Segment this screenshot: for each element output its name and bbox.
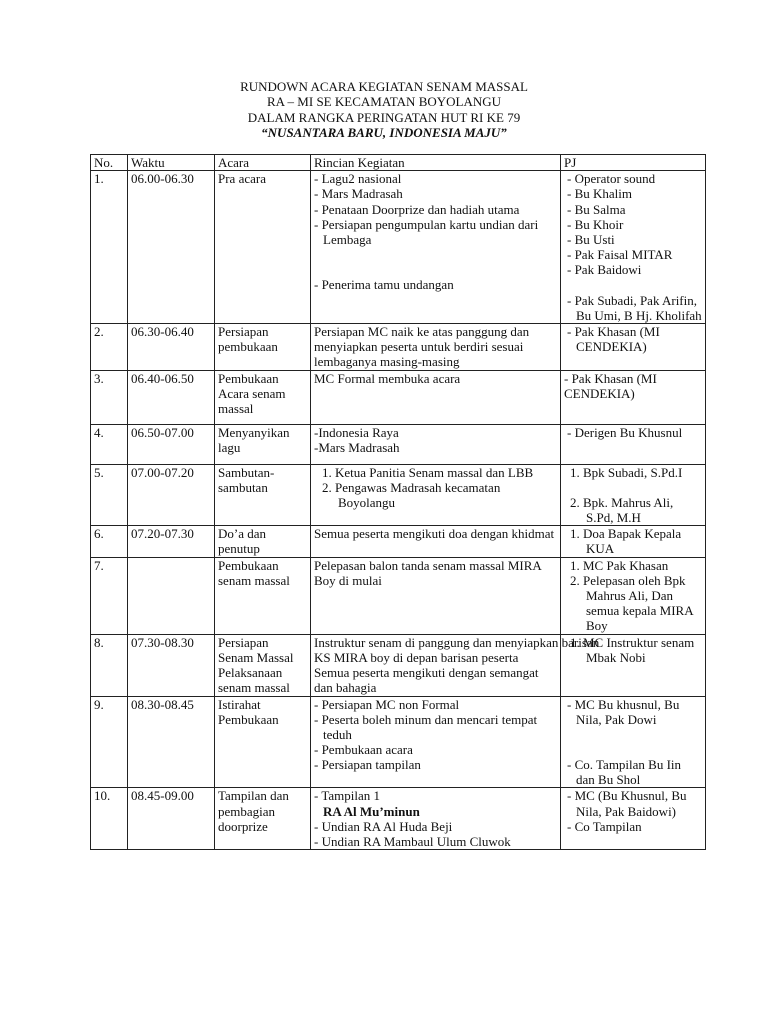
rincian-item: - Persiapan pengumpulan kartu undian dari Lembaga [314,216,539,248]
cell-rincian [311,788,561,850]
cell-acara: Persiapan Senam Massal Pelaksanaan senam massal [215,634,311,696]
pj-item: - Pak Khasan (MI CENDEKIA) [567,324,660,355]
rincian-item: KS MIRA boy di depan barisan peserta [314,649,519,665]
cell-pj [561,464,706,526]
cell-waktu: 06.00-06.30 [128,171,215,324]
table-row [91,526,706,557]
pj-item: - Co Tampilan [567,818,642,834]
title-line-2: RA – MI SE KECAMATAN BOYOLANGU [266,94,502,110]
spacer [564,480,702,495]
rincian-item: Persiapan MC naik ke atas panggung dan menyiapkan peserta untuk berdiri sesuai lembaganya masing-masing [314,324,530,370]
cell-rincian [311,634,600,696]
table-row [91,464,706,526]
table-row [91,370,706,425]
cell-acara [215,425,311,464]
table-row [91,634,706,696]
rincian-item: RA Al Mu’minun [323,803,420,819]
pj-item: - Pak Faisal MITAR [567,247,673,263]
cell-waktu [128,557,215,634]
cell-rincian [311,557,561,634]
rincian-item: - Undian RA Al Huda Beji [314,818,453,834]
cell-waktu: 06.30-06.40 [128,324,215,371]
pj-item: - Bu Khoir [567,216,624,232]
cell-pj [561,696,706,788]
cell-no: 6. [91,526,128,557]
title-motto: “NUSANTARA BARU, INDONESIA MAJU” [261,124,507,140]
rincian-item: 1. Ketua Panitia Senam massal dan LBB [322,464,534,480]
cell-pj [561,557,706,634]
header-rincian: Rincian Kegiatan [311,155,561,171]
rincian-item: - Peserta boleh minum dan mencari tempat teduh [314,711,538,742]
cell-rincian [311,370,561,425]
table-row [91,788,706,850]
cell-rincian [311,526,561,557]
cell-no: 2. [91,324,128,371]
cell-waktu: 07.30-08.30 [128,634,215,696]
cell-rincian [311,324,561,371]
acara-text: Pembukaan Acara senam massal [218,370,286,417]
cell-acara: Sambutan-sambutan [215,464,311,526]
pj-item: 2. Bpk. Mahrus Ali, S.Pd, M.H [570,494,674,526]
pj-item: - Bu Usti [567,232,615,248]
title-line-3: DALAM RANGKA PERINGATAN HUT RI KE 79 [247,109,521,125]
cell-no: 4. [91,425,128,464]
rincian-item: Semua peserta mengikuti doa dengan khidmat [314,526,555,542]
header-acara: Acara [215,155,311,171]
pj-item: - Pak Baidowi [567,262,642,278]
cell-pj [561,370,706,425]
header-no: No. [91,155,128,171]
spacer [218,456,307,464]
rincian-item: 2. Pengawas Madrasah kecamatan Boyolangu [322,479,501,511]
cell-rincian [311,171,561,324]
rincian-item: - Lagu2 nasional [314,171,402,187]
cell-acara: Istirahat Pembukaan [215,696,311,788]
pj-item: - Bu Khalim [567,186,632,202]
rincian-item: Pelepasan balon tanda senam massal MIRA Boy di mulai [314,557,542,588]
rincian-item: - Tampilan 1 [314,788,381,804]
cell-pj [561,171,706,324]
table-row [91,696,706,788]
rincian-item: - Mars Madrasah [314,186,403,202]
cell-waktu: 06.50-07.00 [128,425,215,464]
cell-waktu: 06.40-06.50 [128,370,215,425]
pj-item: 1. Bpk Subadi, S.Pd.I [570,464,683,480]
cell-rincian [311,464,561,526]
cell-rincian [311,425,561,464]
spacer [564,727,702,757]
cell-rincian [311,696,561,788]
cell-acara [215,370,311,425]
pj-item: - Pak Subadi, Pak Arifin, Bu Umi, B Hj. Kholifah [567,292,702,323]
cell-waktu: 07.20-07.30 [128,526,215,557]
rincian-item: -Mars Madrasah [314,440,400,456]
cell-pj [561,324,706,371]
cell-pj [561,634,706,696]
title-line-1: RUNDOWN ACARA KEGIATAN SENAM MASSAL [240,79,528,94]
acara-text: Menyanyikan lagu [218,425,290,456]
rincian-item: -Indonesia Raya [314,425,399,441]
rincian-item: - Persiapan MC non Formal [314,696,460,712]
pj-item: 1. MC Pak Khasan [570,557,669,573]
cell-acara: Persiapan pembukaan [215,324,311,371]
rincian-item: MC Formal membuka acara [314,370,461,386]
cell-acara: Tampilan dan pembagian doorprize [215,788,311,850]
spacer [314,247,557,277]
cell-pj [561,526,706,557]
table-row [91,425,706,464]
rincian-item: Instruktur senam di panggung dan menyiapkan barisan [314,634,600,650]
rincian-item: - Penerima tamu undangan [314,277,454,293]
cell-waktu: 08.30-08.45 [128,696,215,788]
pj-item: - Pak Khasan (MI CENDEKIA) [564,370,657,401]
rincian-item: - Persiapan tampilan [314,757,421,773]
pj-item: - Operator sound [567,171,656,187]
table-row [91,557,706,634]
cell-no: 10. [91,788,128,850]
pj-item: - Derigen Bu Khusnul [567,425,683,441]
cell-no: 8. [91,634,128,696]
rincian-item: - Penataan Doorprize dan hadiah utama [314,201,520,217]
cell-waktu: 08.45-09.00 [128,788,215,850]
cell-pj [561,425,706,464]
pj-item: - MC (Bu Khusnul, Bu Nila, Pak Baidowi) [567,788,687,819]
rundown-table [90,154,706,850]
cell-no: 1. [91,171,128,324]
cell-no: 5. [91,464,128,526]
pj-item: - Bu Salma [567,201,626,217]
header-pj: PJ [561,155,706,171]
pj-item: - Co. Tampilan Bu Iin dan Bu Shol [567,756,682,788]
table-row [91,171,706,324]
spacer [564,278,702,293]
cell-no: 3. [91,370,128,425]
cell-waktu: 07.00-07.20 [128,464,215,526]
pj-item: 1. MC Instruktur senam Mbak Nobi [570,634,695,665]
pj-item: 1. Doa Bapak Kepala KUA [570,526,682,557]
cell-acara: Pra acara [215,171,311,324]
document-title [0,79,768,140]
rincian-item: - Undian RA Mambaul Ulum Cluwok [314,833,511,849]
cell-acara: Pembukaan senam massal [215,557,311,634]
header-waktu: Waktu [128,155,215,171]
table-header-row [91,155,706,171]
cell-no: 7. [91,557,128,634]
rincian-item: Semua peserta mengikuti dengan semangat dan bahagia [314,665,539,696]
pj-item: 2. Pelepasan oleh Bpk Mahrus Ali, Dan semua kepala MIRA Boy [570,572,693,634]
spacer [218,416,307,424]
cell-pj [561,788,706,850]
cell-acara: Do’a dan penutup [215,526,311,557]
rincian-item: - Pembukaan acara [314,742,413,758]
pj-item: - MC Bu khusnul, Bu Nila, Pak Dowi [567,696,680,727]
table-row [91,324,706,371]
cell-no: 9. [91,696,128,788]
